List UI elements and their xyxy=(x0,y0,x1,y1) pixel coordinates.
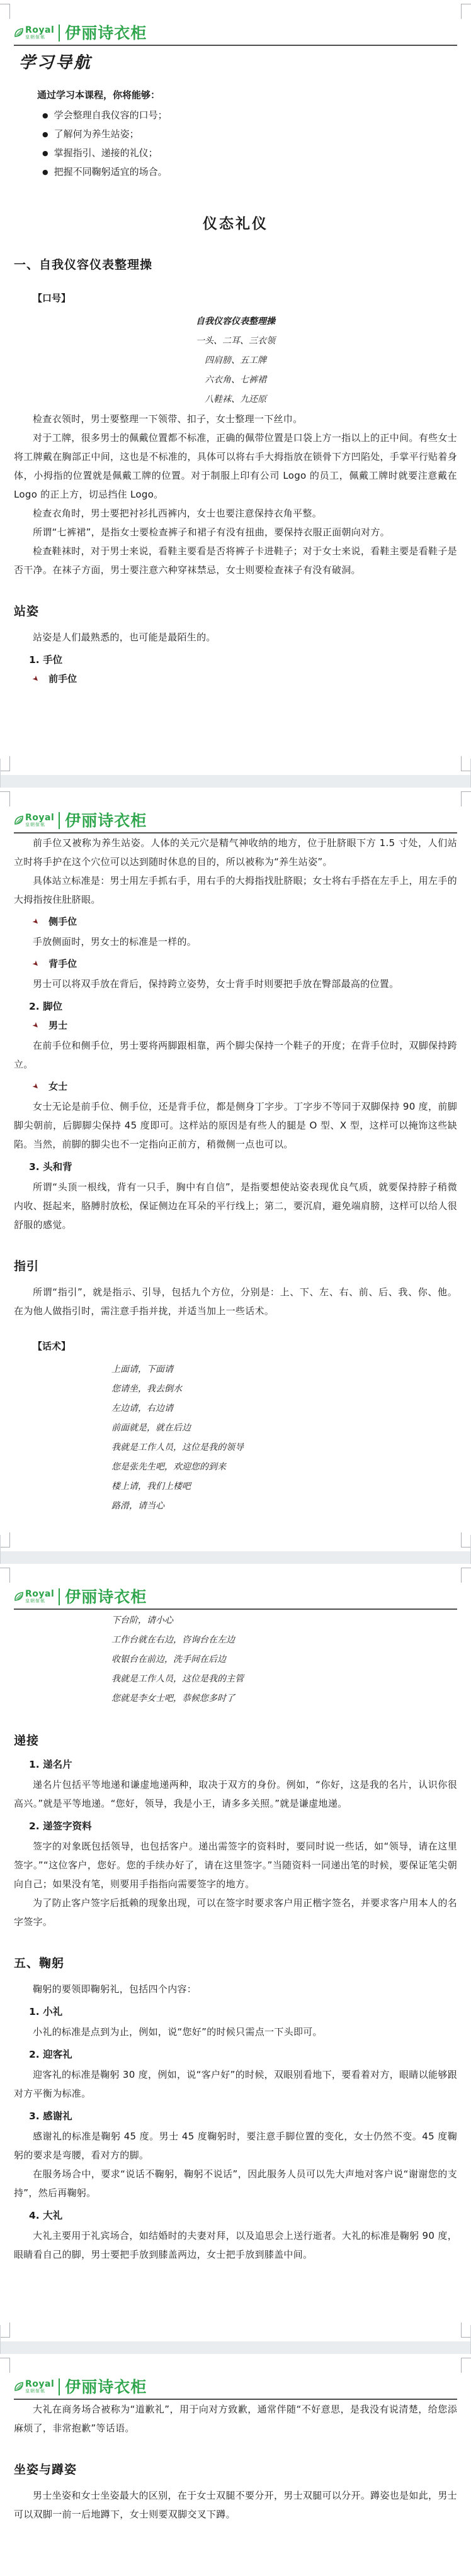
sub-heading: 2. 递签字资料 xyxy=(29,1820,92,1832)
page-corner-mark xyxy=(461,2358,471,2373)
royal-chinese-sub: 皇朝傢俬 xyxy=(25,822,45,827)
page-corner-mark xyxy=(0,756,10,771)
header-rule xyxy=(14,1609,457,1610)
brand-header xyxy=(14,0,457,46)
sub-heading: 1. 小礼 xyxy=(29,2006,63,2017)
section-heading: 坐姿与蹲姿 xyxy=(14,2463,77,2477)
document-page xyxy=(0,788,471,1551)
page-body xyxy=(14,834,457,1516)
paragraph: 手放侧面时，男女士的标准是一样的。 xyxy=(33,936,197,947)
brand-header xyxy=(14,788,457,834)
arrow-item xyxy=(30,672,457,685)
brand-header xyxy=(14,1564,457,1610)
page-corner-mark xyxy=(461,4,471,19)
arrow-bullet-icon: ➤ xyxy=(30,1080,42,1092)
leaf-icon xyxy=(14,1592,24,1602)
logo-divider xyxy=(59,812,60,829)
verse-line: 八鞋袜、九还原 xyxy=(205,394,266,404)
objective-text: 了解何为养生站姿； xyxy=(54,128,139,140)
verse-line: 路滑，请当心 xyxy=(111,1501,164,1511)
royal-wordmark: Royal xyxy=(25,2379,55,2389)
paragraph: 检查衣领时，男士要整理一下领带、扣子，女士整理一下丝巾。 xyxy=(33,413,303,425)
verse-line: 您是张先生吧，欢迎您的到来 xyxy=(111,1462,226,1472)
verse-line: 上面请，下面请 xyxy=(111,1364,173,1374)
verse-line: 左边请，右边请 xyxy=(111,1403,173,1413)
page-corner-mark xyxy=(0,2358,10,2373)
paragraph: 鞠躬的要领即鞠躬礼，包括四个内容： xyxy=(33,1983,197,1995)
paragraph: 在服务场合中，要求“说话不鞠躬，鞠躬不说话”，因此服务人员可以先大声地对客户说“谢谢您的支持”，然后再鞠躬。 xyxy=(14,2168,457,2199)
royal-chinese-sub: 皇朝傢俬 xyxy=(25,35,45,40)
page-corner-mark xyxy=(0,2322,10,2338)
royal-logo-text xyxy=(25,1590,54,1603)
verse-line: 前面就是，就在后边 xyxy=(111,1423,191,1433)
arrow-item xyxy=(30,957,457,970)
objective-item xyxy=(42,163,457,182)
section-heading: 五、鞠躬 xyxy=(14,1956,65,1970)
verse xyxy=(14,312,457,410)
sub-heading: 3. 感谢礼 xyxy=(29,2110,72,2122)
paragraph: 在前手位和侧手位，男士要将两脚跟相靠，两个脚尖保持一个鞋子的开度；在背手位时，双脚保持跨立。 xyxy=(14,1040,457,1070)
bullet-dot-icon: ● xyxy=(42,168,48,176)
objective-text: 把握不同鞠躬适宜的场合。 xyxy=(54,166,167,177)
objectives-list xyxy=(42,106,457,182)
verse-line: 收银台在前边，洗手间在后边 xyxy=(111,1654,226,1664)
paragraph: 大礼在商务场合被称为“道歉礼”，用于向对方致歉，通常伴随“不好意思，是我没有说清楚，给您添麻烦了，非常抱歉”等话语。 xyxy=(14,2404,457,2434)
sub-heading: 2. 迎客礼 xyxy=(29,2049,72,2060)
page-body xyxy=(14,50,457,685)
block-label: 【话术】 xyxy=(33,1341,71,1352)
paragraph: 站姿是人们最熟悉的，也可能是最陌生的。 xyxy=(33,632,216,643)
bullet-dot-icon: ● xyxy=(42,130,48,138)
verse-line: 您请坐，我去倒水 xyxy=(111,1384,182,1394)
brand-logo xyxy=(14,811,457,829)
arrow-bullet-icon: ➤ xyxy=(30,957,42,969)
block-label: 【口号】 xyxy=(33,293,71,304)
page-gap xyxy=(0,2341,471,2354)
logo-divider xyxy=(59,25,60,42)
royal-logo-text xyxy=(25,2380,54,2394)
arrow-bullet-icon: ➤ xyxy=(30,1019,42,1031)
paragraph: 检查衣角时，男士要把衬衫扎西裤内，女士也要注意保持衣角平整。 xyxy=(33,508,322,519)
royal-logo-text xyxy=(25,813,54,827)
section-heading: 指引 xyxy=(14,1259,40,1273)
document-page xyxy=(0,2354,471,2576)
page-corner-mark xyxy=(461,1532,471,1547)
arrow-bullet-icon: ➤ xyxy=(30,672,42,684)
sub-heading: 1. 手位 xyxy=(29,654,63,666)
arrow-bullet-icon: ➤ xyxy=(30,915,42,927)
arrow-item xyxy=(30,915,457,928)
page-corner-mark xyxy=(0,1568,10,1583)
royal-chinese-sub: 皇朝傢俬 xyxy=(25,1598,45,1603)
verse-line: 自我仪容仪表整理操 xyxy=(196,316,275,326)
royal-wordmark: Royal xyxy=(25,25,55,35)
objective-item xyxy=(42,144,457,163)
page-body xyxy=(14,1611,457,2264)
paragraph: 感谢礼的标准是鞠躬 45 度。男士 45 度鞠躬时，要注意手脚位置的变化，女士仍然不变。45 度鞠躬的要求是弯腰，看对方的脚。 xyxy=(14,2131,457,2161)
paragraph: 检查鞋袜时，对于男士来说，看鞋主要看是否将裤子卡进鞋子；对于女士来说，看鞋主要是看鞋子是否干净。在袜子方面，男士要注意六种穿袜禁忌，女士则要检查袜子有没有破洞。 xyxy=(14,545,457,576)
verse-line: 四肩膀、五工牌 xyxy=(205,355,266,365)
brand-name: 伊丽诗衣柜 xyxy=(65,1587,147,1606)
bullet-dot-icon: ● xyxy=(42,111,48,120)
verse-line: 六衣角、七裤裙 xyxy=(205,375,266,385)
sub-heading: 1. 递名片 xyxy=(29,1759,72,1770)
leaf-icon xyxy=(14,815,24,825)
brand-name: 伊丽诗衣柜 xyxy=(65,811,147,830)
bullet-dot-icon: ● xyxy=(42,149,48,157)
section-heading: 一、自我仪容仪表整理操 xyxy=(14,258,153,272)
paragraph: 所谓“头顶一根线，背有一只手，胸中有自信”，是指要想使站姿表现优良气质，就要保持脖子稍微内收、挺起来，胳膊肘放松，保证侧边在耳朵的平行线上；第二，要沉肩，避免端肩膀，这样可以给人很舒服的感觉。 xyxy=(14,1181,457,1230)
paragraph: 小礼的标准是点到为止，例如，说“您好”的时候只需点一下头即可。 xyxy=(33,2026,322,2038)
verse-line: 楼上请，我们上楼吧 xyxy=(111,1481,191,1492)
brand-logo xyxy=(14,2378,457,2395)
page-corner-mark xyxy=(0,791,10,806)
arrow-item xyxy=(30,1018,457,1032)
verse-line: 下台阶，请小心 xyxy=(111,1615,173,1625)
paragraph: 递名片包括平等地递和谦虚地递两种，取决于双方的身份。例如，“你好，这是我的名片，认识你很高兴。”就是平等地递。“您好，领导，我是小王，请多多关照。”就是谦虚地递。 xyxy=(14,1779,457,1809)
logo-divider xyxy=(59,1588,60,1605)
paragraph: 所谓“七裤裙”，是指女士要检查裤子和裙子有没有扭曲，要保持衣服正面朝向对方。 xyxy=(33,527,390,538)
verse-line: 工作台就在右边，咨询台在左边 xyxy=(111,1635,235,1645)
page-gap xyxy=(0,775,471,788)
objective-item xyxy=(42,106,457,125)
leaf-icon xyxy=(14,28,24,38)
learning-nav-title: 学习导航 xyxy=(19,53,93,72)
objective-text: 学会整理自我仪容的口号； xyxy=(54,109,167,121)
brand-logo xyxy=(14,1588,457,1605)
objective-item xyxy=(42,125,457,144)
paragraph: 迎客礼的标准是鞠躬 30 度，例如，说“客户好”的时候，双眼别看地下，要看着对方，眼睛以能够跟对方平衡为标准。 xyxy=(14,2069,457,2099)
objective-text: 掌握指引、递接的礼仪； xyxy=(54,147,158,159)
arrow-item-label: 背手位 xyxy=(48,958,77,969)
leaf-icon xyxy=(14,2382,24,2392)
page-gap xyxy=(0,1551,471,1564)
arrow-item-label: 男士 xyxy=(48,1020,68,1031)
paragraph: 女士无论是前手位、侧手位，还是背手位，都是侧身丁字步。丁字步不等同于双脚保持 90 度，前脚脚尖朝前，后脚脚尖保持 45 度即可。这样站的原因是有些人的腿是 O 型、X 型，这样可以掩饰这些缺陷。当然，前脚的脚尖也不一定指向正前方，稍微侧一点也可以。 xyxy=(14,1101,457,1150)
page-corner-mark xyxy=(461,1568,471,1583)
arrow-item-label: 侧手位 xyxy=(48,916,77,927)
sub-heading: 3. 头和背 xyxy=(29,1161,72,1173)
royal-chinese-sub: 皇朝傢俬 xyxy=(25,2389,45,2394)
paragraph: 男士可以将双手放在背后，保持跨立姿势，女士背手时则要把手放在臀部最高的位置。 xyxy=(33,978,399,990)
arrow-item xyxy=(30,1079,457,1093)
paragraph: 签字的对象既包括领导，也包括客户。递出需签字的资料时，要同时说一些话，如“领导，请在这里签字。”“这位客户，您好。您的手续办好了，请在这里签字。”当随资料一同递出笔的时候，要保证笔尖朝向自己；如果没有笔，则要用手指指向需要签字的地方。 xyxy=(14,1841,457,1890)
brand-header xyxy=(14,2354,457,2400)
paragraph: 为了防止客户签字后抵赖的现象出现，可以在签字时要求客户用正楷字签名，并要求客户用本人的名字签字。 xyxy=(14,1897,457,1927)
page-corner-mark xyxy=(461,2322,471,2338)
page-corner-mark xyxy=(0,4,10,19)
verse-line: 一头、二耳、三衣领 xyxy=(196,336,275,346)
verse-line: 您就是李女士吧，恭候您多时了 xyxy=(111,1693,235,1703)
royal-wordmark: Royal xyxy=(25,813,55,823)
document-title: 仪态礼仪 xyxy=(203,216,268,232)
brand-logo xyxy=(14,24,457,42)
logo-divider xyxy=(59,2378,60,2395)
paragraph: 所谓“指引”，就是指示、引导，包括九个方位，分别是：上、下、左、右、前、后、我、你、他。在为他人做指引时，需注意手指并拢，并适当加上一些话术。 xyxy=(14,1286,457,1317)
header-rule xyxy=(14,45,457,46)
page-corner-mark xyxy=(461,756,471,771)
sub-heading: 4. 大礼 xyxy=(29,2210,63,2221)
brand-name: 伊丽诗衣柜 xyxy=(65,23,147,42)
document-page xyxy=(0,1564,471,2341)
course-objectives-lead: 通过学习本课程，你将能够： xyxy=(37,89,161,101)
paragraph: 大礼主要用于礼宾场合，如结婚时的夫妻对拜，以及追思会上送行逝者。大礼的标准是鞠躬 90 度，眼睛看自己的脚，男士要把手放到膝盖两边，女士把手放到膝盖中间。 xyxy=(14,2230,457,2260)
document-page xyxy=(0,0,471,775)
page-corner-mark xyxy=(461,791,471,806)
section-heading: 递接 xyxy=(14,1734,40,1748)
paragraph: 男士坐姿和女士坐姿最大的区别，在于女士双腿不要分开，男士双腿可以分开。蹲姿也是如此，男士可以双脚一前一后地蹲下，女士则要双脚交叉下蹲。 xyxy=(14,2490,457,2520)
arrow-item-label: 女士 xyxy=(48,1081,68,1092)
verse xyxy=(111,1360,457,1516)
paragraph: 对于工牌，很多男士的佩戴位置都不标准，正确的佩带位置是口袋上方一指以上的正中间。有些女士将工牌戴在胸部正中间，这也是不标准的，具体可以将右手大拇指放在锁骨下方凹陷处，手掌平行贴着身体，小拇指的位置就是佩戴工牌的位置。对于制服上印有公司 Logo 的员工，佩戴工牌时就要注意戴在 Logo 的正上方，切忌挡住 Logo。 xyxy=(14,432,457,500)
sub-heading: 2. 脚位 xyxy=(29,1001,63,1012)
paragraph: 具体站立标准是：男士用左手抓右手，用右手的大拇指找肚脐眼；女士将右手搭在左手上，用左手的大拇指按住肚脐眼。 xyxy=(14,875,457,905)
royal-logo-text xyxy=(25,26,54,40)
brand-name: 伊丽诗衣柜 xyxy=(65,2377,147,2396)
verse-line: 我就是工作人员，这位是我的主管 xyxy=(111,1674,244,1684)
section-heading: 站姿 xyxy=(14,605,40,618)
arrow-item-label: 前手位 xyxy=(48,673,77,684)
paragraph: 前手位又被称为养生站姿。人体的关元穴是精气神收纳的地方，位于肚脐眼下方 1.5 寸处，人们站立时将手护在这个穴位可以达到随时休息的目的，所以被称为“养生站姿”。 xyxy=(14,837,457,867)
page-body xyxy=(14,2400,457,2524)
royal-wordmark: Royal xyxy=(25,1589,55,1599)
verse-line: 我就是工作人员，这位是我的领导 xyxy=(111,1442,244,1452)
page-corner-mark xyxy=(0,1532,10,1547)
verse xyxy=(111,1611,457,1709)
